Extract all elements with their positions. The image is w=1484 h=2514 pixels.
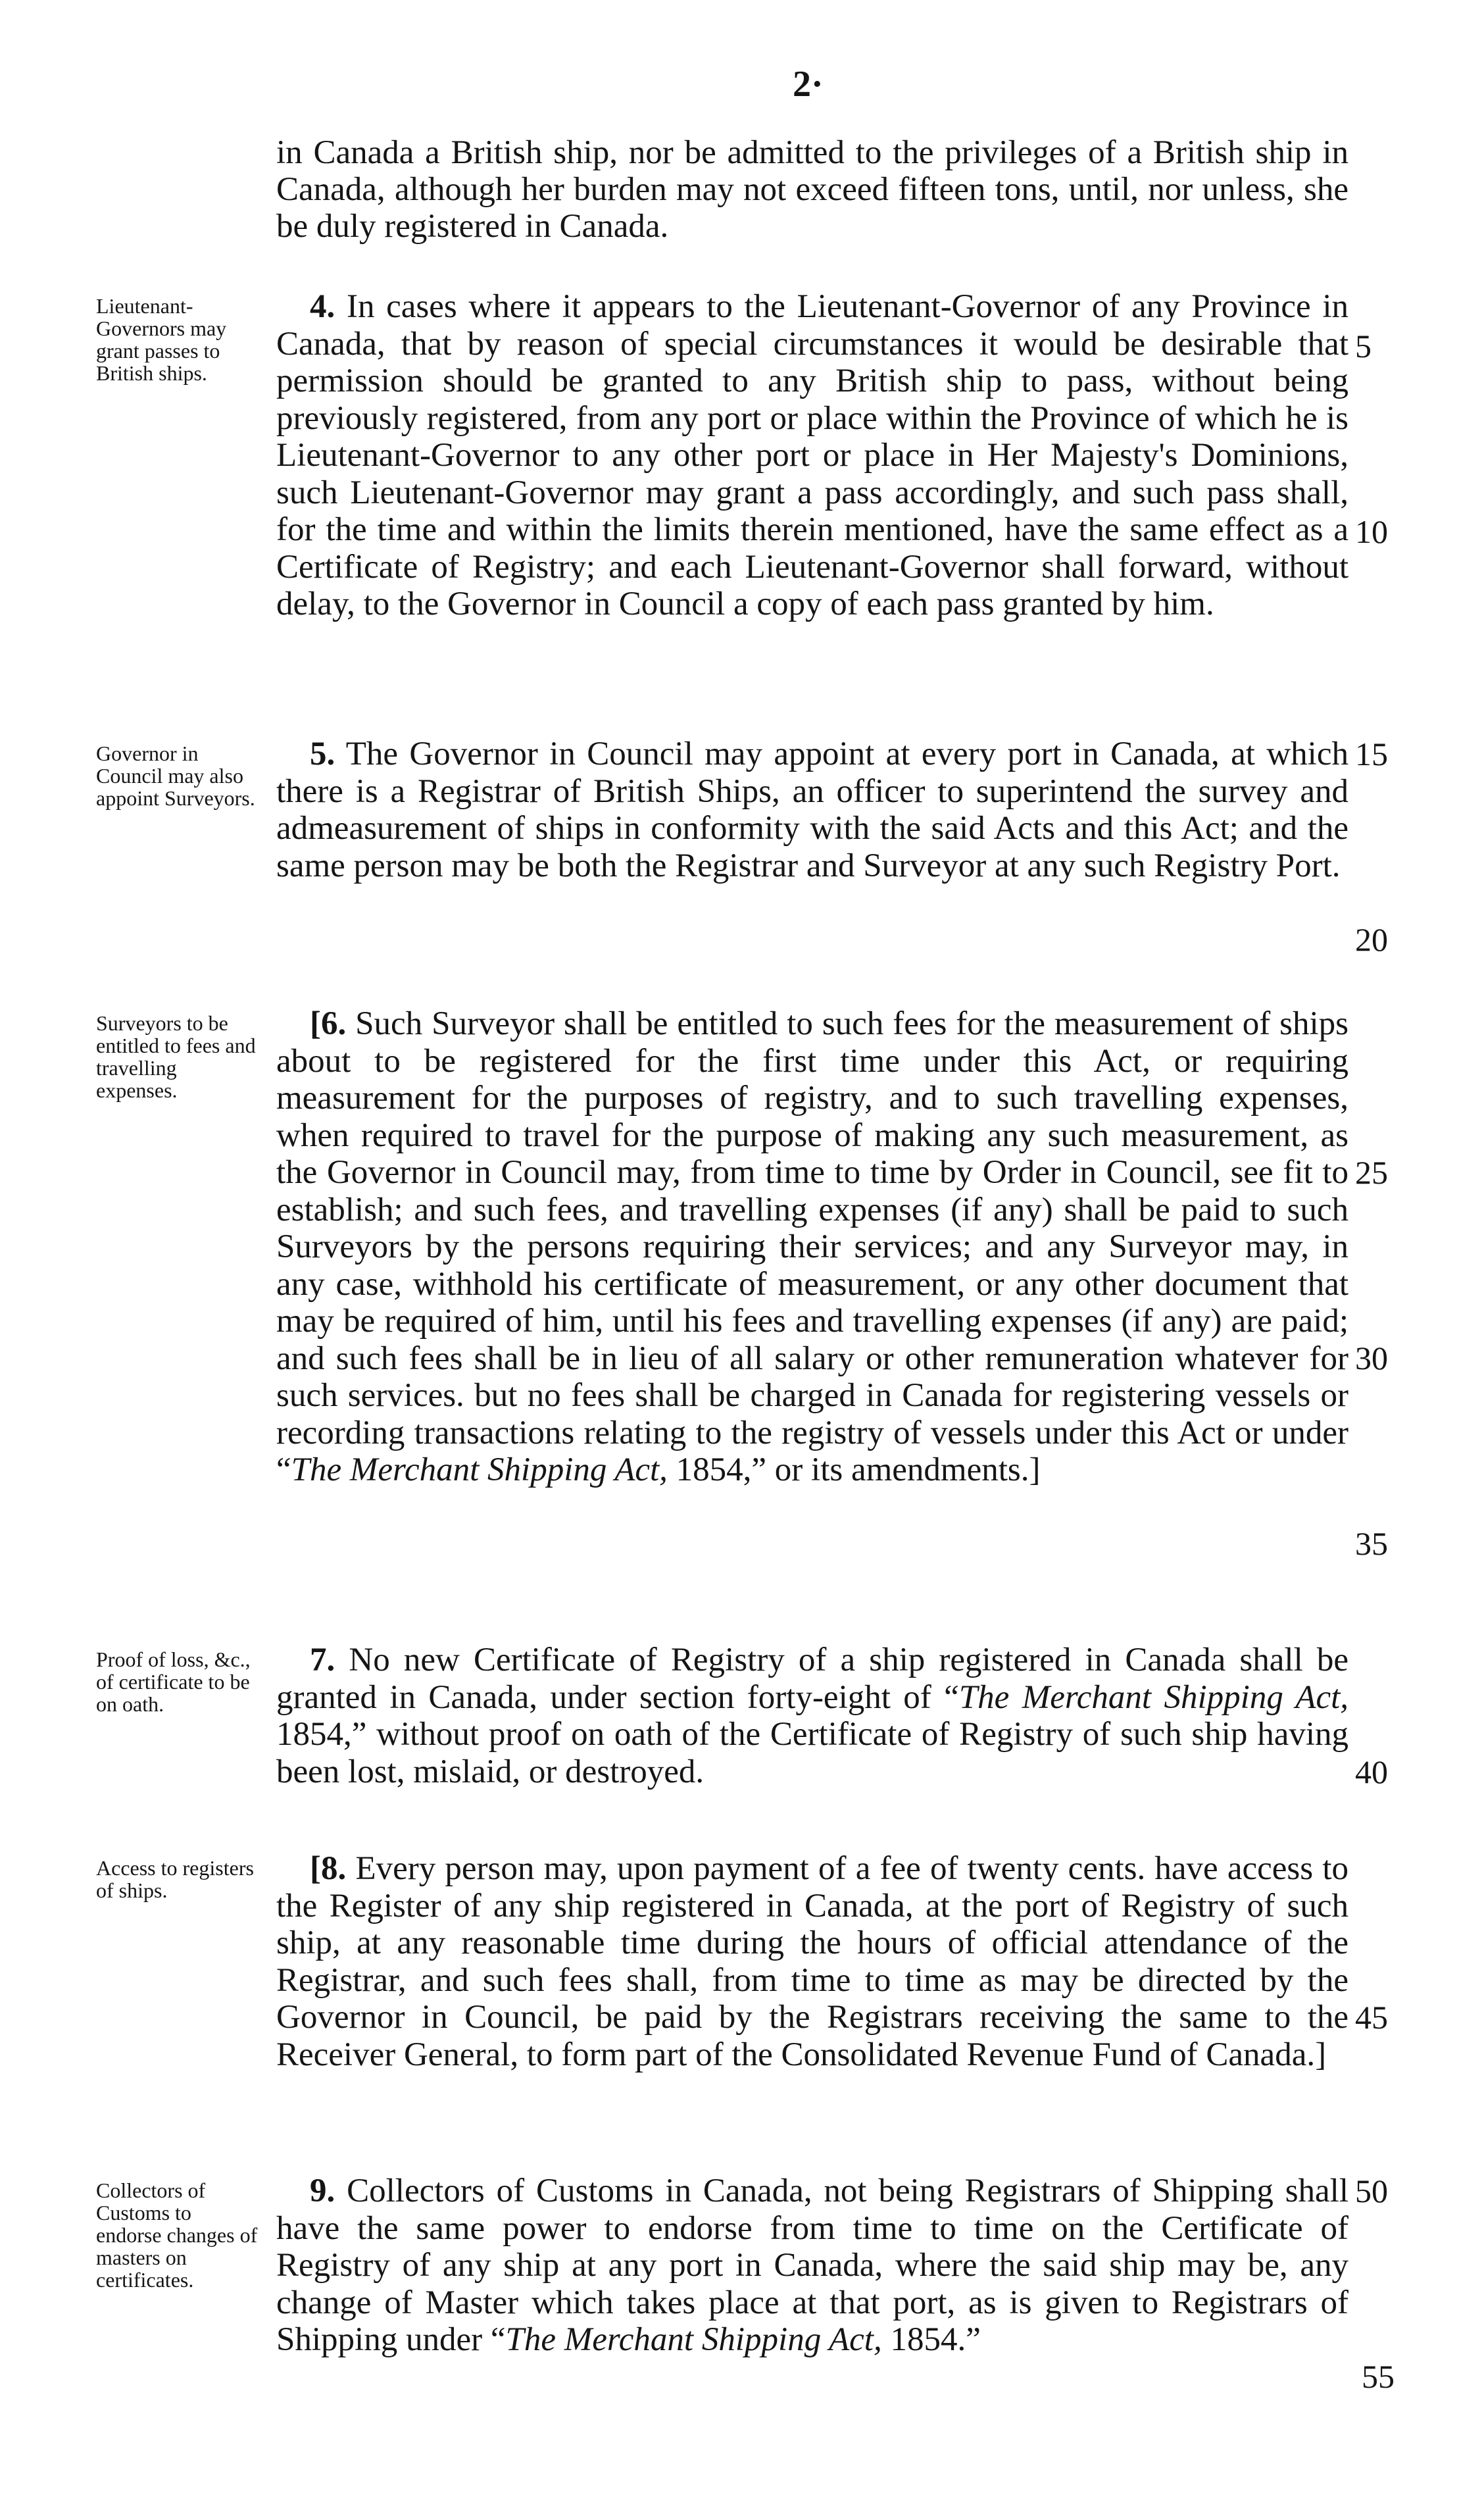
line-number: 45 [1355,1999,1388,2036]
marginal-note-5: Governor in Council may also appoint Surveyors. [96,742,255,810]
line-number: 40 [1355,1753,1388,1790]
marginal-note-9: Collectors of Customs to endorse changes of masters on certificates. [96,2178,258,2292]
section-number: 4. [310,288,335,325]
marginal-note-6: Surveyors to be entitled to fees and travelling expenses. [96,1011,256,1102]
section-text: In cases where it appears to the Lieutenant-Governor of any Province in Canada, that by reason of special circumstances it would be desirable that permission should be granted to any British ship to pass, without being previously registered, from any port or place within the Province of which he is Lieutenant-Governor to any other port or place in Her Majesty's Dominions, such Lieutenant-Governor may grant a pass accordingly, and such pass shall, for the time and within the limits therein mentioned, have the same effect as a Certificate of Registry; and each Lieutenant-Governor shall forward, without delay, to the Governor in Council a copy of each pass granted by him. [276,288,1349,622]
act-title: The Merchant Shipping Act, [505,2321,882,2358]
section-text: Every person may, upon payment of a fee of twenty cents. have access to the Register of any ship registered in Canada, at the port of Registry of such ship, at any reasonable time during the hours of official attendance of the Registrar, and such fees shall, from time to time as may be directed by the Governor in Council, be paid by the Registrars receiving the same to the Receiver General, to form part of the Consolidated Revenue Fund of Canada.] [276,1850,1348,2073]
section-7 [276,1642,1348,1790]
section-number: 5. [310,736,335,772]
line-number: 30 [1355,1340,1388,1376]
act-title: The Merchant Shipping Act, [958,1678,1348,1716]
marginal-note-4: Lieutenant-Governors may grant passes to British ships. [96,294,227,385]
line-number: 35 [1355,1525,1388,1562]
section-5 [276,736,1348,884]
page-number: 2· [793,64,824,105]
section-text: No new Certificate of Registry of a ship registered in Canada shall be granted in Canada, under section forty-eight of “ [276,1642,1349,1716]
section-text-end: 1854,” or its amendments.] [667,1451,1041,1488]
section-number: 9. [310,2173,335,2209]
line-number: 15 [1355,736,1388,772]
act-title: The Merchant Shipping Act, [291,1451,668,1488]
section-number: [6. [310,1005,347,1042]
section-number: [8. [310,1850,347,1887]
line-number: 25 [1355,1154,1388,1191]
section-8 [276,1850,1348,2073]
section-number: 7. [310,1642,335,1678]
section-text-end: 1854,” without proof on oath of the Certificate of Registry of such ship having been lost, mislaid, or destroyed. [276,1716,1348,1790]
section-4 [276,288,1348,623]
marginal-note-7: Proof of loss, &c., of certificate to be on oath. [96,1647,251,1716]
section-text: Such Surveyor shall be entitled to such fees for the measurement of ships about to be registered for the first time under this Act, or requiring measurement for the purposes of registry, and to such travelling expenses, when required to travel for the purpose of making any such measurement, as the Governor in Council may, from time to time by Order in Council, see fit to establish; and such fees, and travelling expenses (if any) shall be paid to such Surveyors by the persons requiring their services; and any Surveyor may, in any case, withhold his certificate of measurement, or any other document that may be required of him, until his fees and travelling expenses (if any) are paid; and such fees shall be in lieu of all salary or other remuneration whatever for such services. but no fees shall be charged in Canada for registering vessels or recording transactions relating to the registry of vessels under this Act or under “ [276,1005,1348,1488]
line-number: 55 [1362,2358,1395,2395]
section-text: Collectors of Customs in Canada, not being Registrars of Shipping shall have the same power to endorse from time to time on the Certificate of Registry of any ship at any port in Canada, where the said ship may be, any change of Master which takes place at that port, as is given to Registrars of Shipping under “ [276,2173,1349,2358]
section-9 [276,2173,1348,2359]
section-text: The Governor in Council may appoint at every port in Canada, at which there is a Registrar of British Ships, an officer to superintend the survey and admeasurement of ships in conformity with the said Acts and this Act; and the same person may be both the Registrar and Surveyor at any such Registry Port. [276,736,1348,884]
continuation-paragraph: in Canada a British ship, nor be admitted to the privileges of a British ship in Canada, although her burden may not exceed fifteen tons, until, nor unless, she be duly registered in Canada. [276,134,1348,245]
line-number: 5 [1355,328,1372,365]
section-text-end: 1854.” [881,2321,981,2358]
marginal-note-8: Access to registers of ships. [96,1856,254,1902]
section-6 [276,1005,1348,1489]
line-number: 50 [1355,2173,1388,2209]
line-number: 10 [1355,513,1388,550]
line-number: 20 [1355,921,1388,958]
